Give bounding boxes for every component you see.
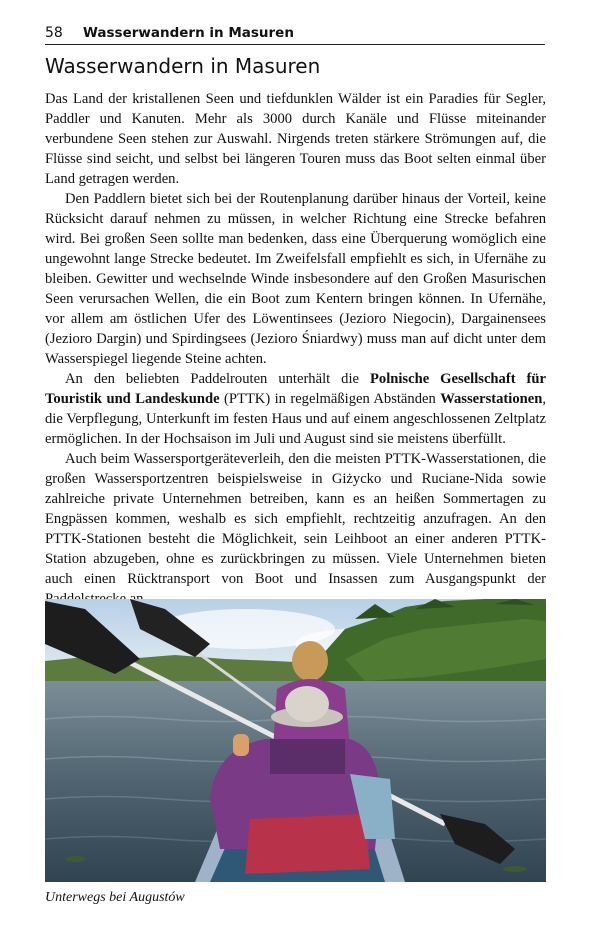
paragraph-4: Auch beim Wassersportgeräteverleih, den die meisten PTTK-Wasserstationen, die großen Wassersportzentren beispielsweise in Giżycko und Ruciane-Nida sowie zahlreiche private Unternehmen betreiben, kann es an heißen Sommertagen zu Engpässen kommen, weshalb es sich empfiehlt, rechtzeitig anzufragen. An den PTTK-Stationen besteht die Möglichkeit, sein Leihboot an einer anderen PTTK-Station abzugeben, ohne es zurückbringen zu müssen. Viele Unternehmen bieten auch einen Rücktransport von Boot und Insassen zum Ausgangspunkt der	[45, 451, 546, 587]
running-title: Wasserwandern in Masuren	[83, 25, 294, 41]
paragraph-3	[45, 369, 546, 449]
page-number: 58	[45, 25, 63, 41]
paragraph-3-end: , die Verpflegung, Unterkunft im festen Haus und auf einem angeschlossenen Zeltplatz ermöglichen. In der Hochsaison im Juli und August sind sie meistens überfüllt.	[45, 391, 546, 447]
photo-caption: Unterwegs bei Augustów	[45, 890, 185, 905]
body-text	[45, 89, 546, 609]
kayak-photo	[45, 599, 546, 882]
pttk-name-bold: Polnische Gesellschaft für Touristik und Landeskunde	[45, 371, 546, 407]
paragraph-1: Das Land der kristallenen Seen und tiefdunklen Wälder ist ein Paradies für Segler, Paddler und Kanuten. Mehr als 3000 durch Kanäle und Flüsse miteinander verbundene Seen stehen zur Auswahl. Nirgends treten stärkere Strömungen auf, die Flüsse sind seicht, und selbst bei längeren Touren muss das Boot selten einmal über Land getragen werden.	[45, 91, 546, 187]
paragraph-2: Den Paddlern bietet sich bei der Routenplanung darüber hinaus der Vorteil, keine Rücksicht darauf nehmen zu müssen, in welcher Richtung eine Strecke befahren wird. Bei großen Seen sollte man bedenken, dass eine Überquerung womöglich eine ungewohnt lange Strecke bedeutet. Im Zweifelsfall empfiehlt es sich, in Ufernähe zu bleiben. Gewitter und wechselnde Winde insbesondere auf den Großen Masurischen Seen verursachen Wellen, die ein Boot zum Kentern bringen können. In Ufernähe, vor allem am östlichen Ufer des Löwentinsees (Jezioro Niegocin), Dargainensees (Jezioro Dargin) und Spirdingsees (Jezioro Śniardwy) muss man auf dicht unter dem Wasserspiegel liegende Steine achten.	[45, 191, 546, 367]
running-head	[45, 22, 545, 45]
wasserstationen-bold: Wasserstationen	[440, 391, 543, 407]
kayak-photo-illustration	[45, 599, 546, 882]
section-title: Wasserwandern in Masuren	[45, 54, 321, 78]
paragraph-3-start: An den beliebten Paddelrouten unterhält die	[65, 371, 370, 387]
paragraph-3-mid: (PTTK) in regelmäßigen Abständen	[219, 391, 441, 407]
